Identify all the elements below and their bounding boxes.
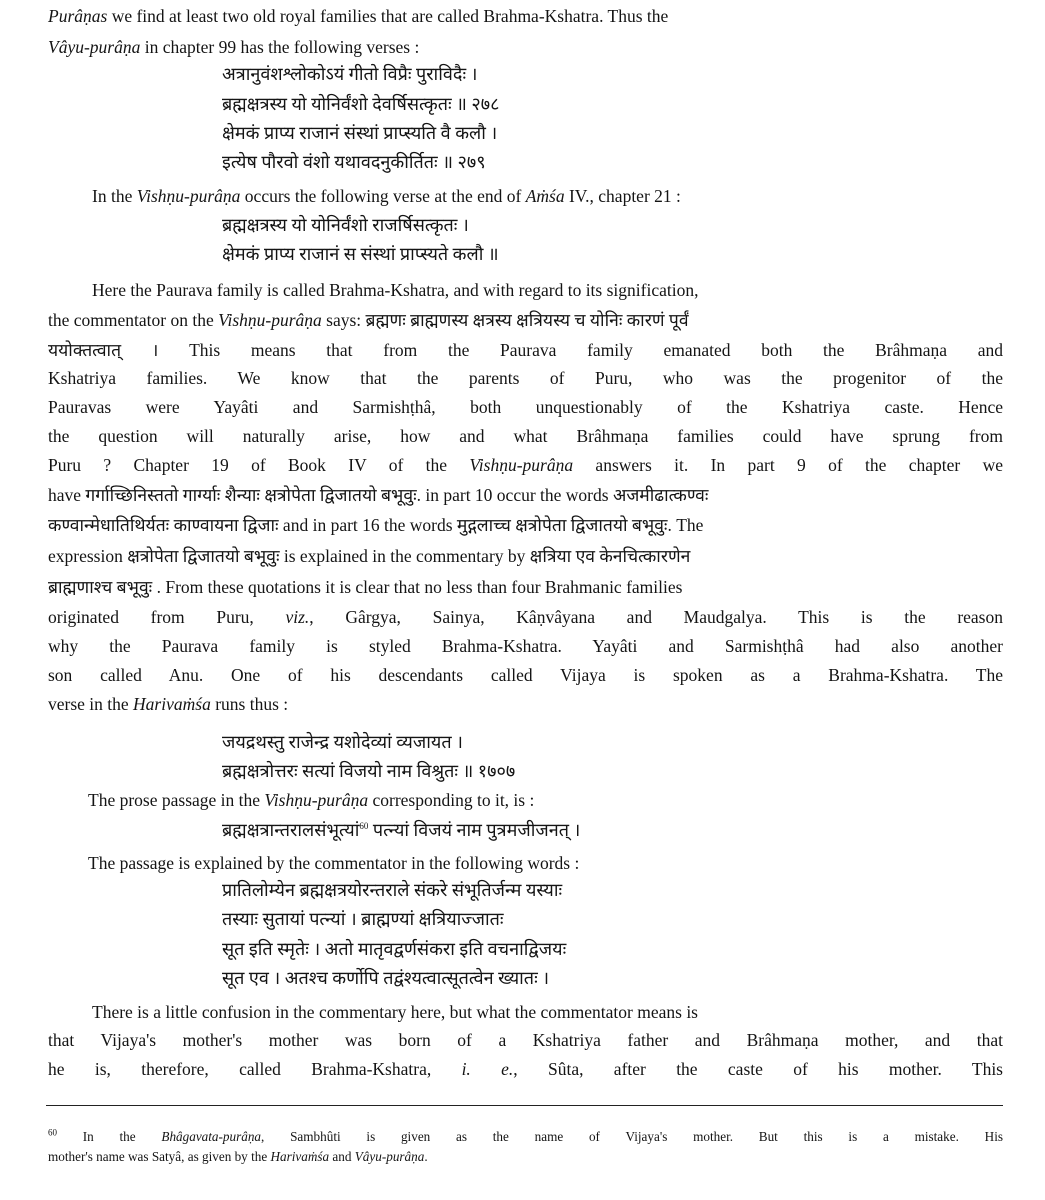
text-line: verse in the Harivaṁśa runs thus : [48,694,289,714]
sanskrit-verse-line: ब्रह्मक्षत्रोत्तरः सत्यां विजयो नाम विश्रुतः ॥ १७०७ [222,761,516,781]
text-line: son called Anu. One of his descendants called Vijaya is spoken as a Brahma-Kshatra. The [48,665,1003,685]
text-line: Here the Paurava family is called Brahma-Kshatra, and with regard to its signification, [92,280,699,300]
sanskrit-verse-line: इत्येष पौरवो वंशो यथावदनुकीर्तितः ॥ २७९ [222,152,486,172]
text-line: that Vijaya's mother's mother was born of a Kshatriya father and Brâhmaṇa mother, and that [48,1030,1003,1050]
footnote-ref: 60 [359,821,369,831]
text-line: The passage is explained by the commentator in the following words : [88,853,580,873]
text-line: ब्राह्मणाश्च बभूवुः . From these quotations it is clear that no less than four Brahmanic families [48,577,683,597]
sanskrit-verse-line: ब्रह्मक्षत्रान्तरालसंभूत्यां$^{60}$ पत्न्यां विजयं नाम पुत्रमजीजनत् । [222,820,581,840]
text-line: Vâyu-purâṇa in chapter 99 has the following verses : [48,37,420,57]
sanskrit-verse-line: ब्रह्मक्षत्रस्य यो योनिर्वंशो राजर्षिसत्कृतः । [222,215,469,235]
sanskrit-verse-line: सूत इति स्मृतेः । अतो मातृवद्वर्णसंकरा इति वचनाद्विजयः [222,939,567,959]
text-line: Purâṇas we find at least two old royal families that are called Brahma-Kshatra. Thus the [48,6,669,26]
text-line: why the Paurava family is styled Brahma-Kshatra. Yayâti and Sarmishṭhâ had also another [48,636,1003,656]
sanskrit-verse-line: क्षेमकं प्राप्य राजानं संस्थां प्राप्स्यति वै कलौ । [222,123,498,143]
sanskrit-verse-line: तस्याः सुतायां पत्न्यां । ब्राह्मण्यां क्षत्रियाज्जातः [222,909,504,929]
text-line: Pauravas were Yayâti and Sarmishṭhâ, both unquestionably of the Kshatriya caste. Hence [48,397,1003,417]
sanskrit-verse-line: अत्रानुवंशश्लोकोऽयं गीतो विप्रैः पुराविदैः । [222,64,478,84]
text-line: Puru ? Chapter 19 of Book IV of the Vishṇu-purâṇa answers it. In part 9 of the chapter we [48,455,1003,475]
text-line: ययोक्तत्वात् । This means that from the Paurava family emanated both the Brâhmaṇa and [48,340,1003,360]
text-line: In the Vishṇu-purâṇa occurs the following verse at the end of Aṁśa IV., chapter 21 : [92,186,681,206]
footnote-divider [46,1105,1003,1106]
text-line: the question will naturally arise, how and what Brâhmaṇa families could have sprung from [48,426,1003,446]
footnote-line: mother's name was Satyâ, as given by the Harivaṁśa and Vâyu-purâṇa. [48,1149,428,1164]
text-line: expression क्षत्रोपेता द्विजातयो बभूवुः is explained in the commentary by क्षत्रिया एव केनचित्कारणेन [48,546,691,566]
footnote: $^{60}$ In the Bhâgavata-purâṇa, Sambhûti is given as the name of Vijaya's mother. But this is a mistake. His [48,1127,1003,1144]
sanskrit-verse-line: सूत एव । अतश्च कर्णोपि तद्वंश्यत्वात्सूतत्वेन ख्यातः । [222,968,550,988]
sanskrit-verse-line: जयद्रथस्तु राजेन्द्र यशोदेव्यां व्यजायत । [222,732,463,752]
footnote-mark: 60 [48,1127,57,1138]
text-line: originated from Puru, viz., Gârgya, Sainya, Kâṇvâyana and Maudgalya. This is the reason [48,607,1003,627]
text-line: कण्वान्मेधातिथिर्यतः काण्वायना द्विजाः and in part 16 the words मुद्गलाच्च क्षत्रोपेता द्विजातयो बभूवुः. The [48,515,704,535]
text-line: the commentator on the Vishṇu-purâṇa says: ब्रह्मणः ब्राह्मणस्य क्षत्रस्य क्षत्रियस्य च योनिः कारणं पूर्वं [48,310,689,330]
sanskrit-verse-line: ब्रह्मक्षत्रस्य यो योनिर्वंशो देवर्षिसत्कृतः ॥ २७८ [222,94,500,114]
text-line: Kshatriya families. We know that the parents of Puru, who was the progenitor of the [48,368,1003,388]
sanskrit-verse-line: क्षेमकं प्राप्य राजानं स संस्थां प्राप्स्यते कलौ ॥ [222,244,499,264]
text-line: The prose passage in the Vishṇu-purâṇa corresponding to it, is : [88,790,535,810]
text-line: he is, therefore, called Brahma-Kshatra, i. e., Sûta, after the caste of his mother. This [48,1059,1003,1079]
sanskrit-verse-line: प्रातिलोम्येन ब्रह्मक्षत्रयोरन्तराले संकरे संभूतिर्जन्म यस्याः [222,880,563,900]
text-line: There is a little confusion in the commentary here, but what the commentator means is [92,1002,698,1022]
text-line: have गर्गाच्छिनिस्ततो गार्ग्याः शैन्याः क्षत्रोपेता द्विजातयो बभूवुः. in part 10 occur the words अजमीढात्कण्वः [48,485,709,505]
